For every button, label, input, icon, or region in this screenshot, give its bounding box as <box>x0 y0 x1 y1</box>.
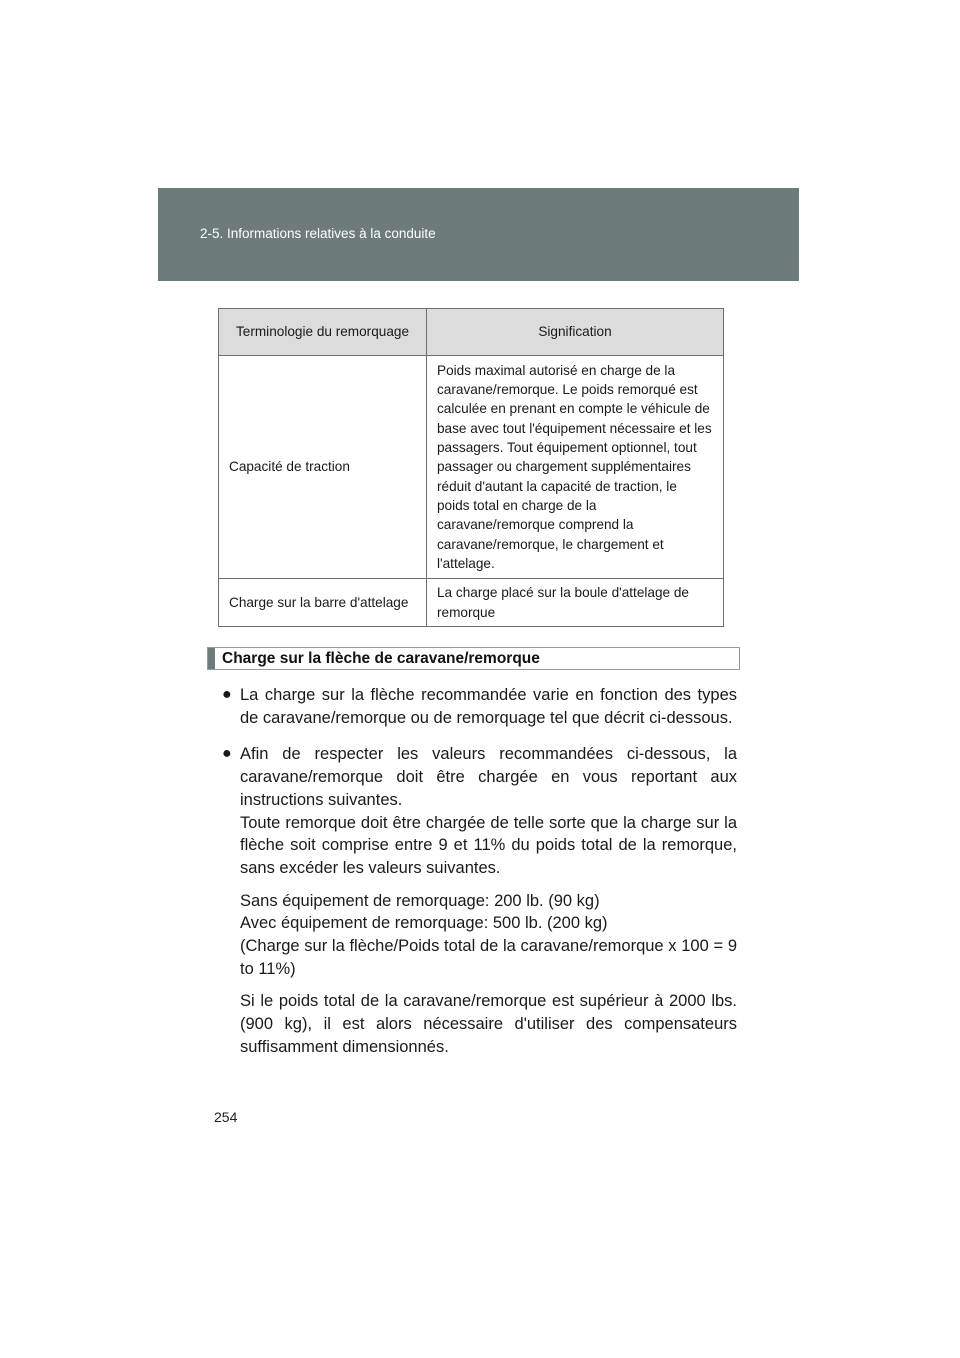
section-heading <box>207 647 740 670</box>
column-header-term: Terminologie du remorquage <box>219 309 427 356</box>
chapter-header <box>158 188 799 281</box>
list-item <box>222 743 737 1058</box>
table-cell-term: Capacité de traction <box>219 356 427 579</box>
terminology-table <box>218 308 724 627</box>
with-equipment-value: Avec équipement de remorquage: 500 lb. (200 kg) <box>240 914 608 933</box>
bullet-detail-text: Toute remorque doit être chargée de telle sorte que la charge sur la flèche soit comprise entre 9 et 11% du poids total de la remorque, sans excéder les valeurs suivantes. <box>240 813 737 877</box>
without-equipment-value: Sans équipement de remorquage: 200 lb. (90 kg) <box>240 891 600 910</box>
bullet-icon: ● <box>222 686 232 703</box>
table-header-row <box>219 309 724 356</box>
section-heading-text: Charge sur la flèche de caravane/remorque <box>222 650 540 667</box>
table-row <box>219 579 724 627</box>
table-cell-meaning: La charge placé sur la boule d'attelage de remorque <box>427 579 724 627</box>
table-row <box>219 356 724 579</box>
column-header-meaning: Signification <box>427 309 724 356</box>
section-body <box>222 684 737 1059</box>
list-item <box>222 684 737 729</box>
formula-text: (Charge sur la flèche/Poids total de la caravane/remorque x 100 = 9 to 11%) <box>240 937 737 978</box>
bullet-icon: ● <box>222 745 232 763</box>
section-heading-accent <box>208 648 215 669</box>
table-cell-meaning: Poids maximal autorisé en charge de la caravane/remorque. Le poids remorqué est calculée en prenant en compte le véhicule de base avec tout l'équipement nécessaire et les passagers. Tout équipement optionnel, tout passager ou chargement supplémentaires réduit d'autant la capacité de traction, le poids total en charge de la caravane/remorque comprend la caravane/remorque, le chargement et l'attelage. <box>427 356 724 579</box>
bullet-text: Afin de respecter les valeurs recommandées ci-dessous, la caravane/remorque doit être chargée en vous reportant aux instructions suivantes. <box>240 745 737 809</box>
note-text: Si le poids total de la caravane/remorque est supérieur à 2000 lbs. (900 kg), il est alors nécessaire d'utiliser des compensateurs suffisamment dimensionnés. <box>240 992 737 1056</box>
chapter-title: 2-5. Informations relatives à la conduite <box>200 226 436 241</box>
page-number: 254 <box>214 1109 238 1125</box>
bullet-text: La charge sur la flèche recommandée varie en fonction des types de caravane/remorque ou de remorquage tel que décrit ci-dessous. <box>240 686 737 727</box>
table-cell-term: Charge sur la barre d'attelage <box>219 579 427 627</box>
